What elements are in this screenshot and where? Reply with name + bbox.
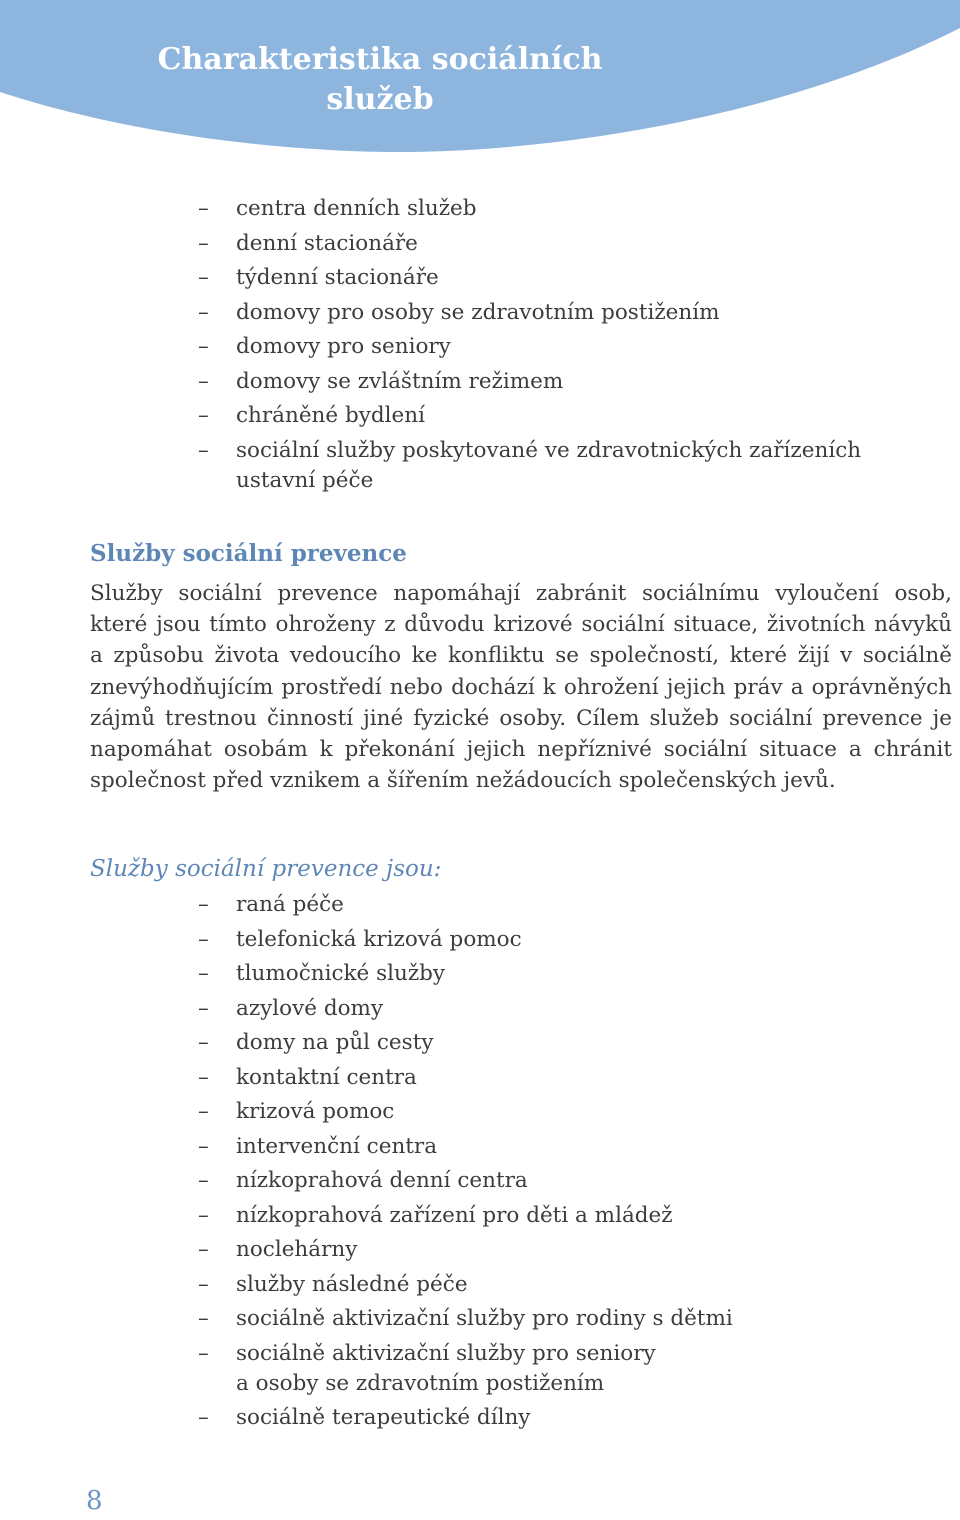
list-item-text: tlumočnické služby: [236, 961, 446, 986]
list-dash: –: [198, 1133, 209, 1159]
list-item: [198, 263, 918, 293]
list-dash: –: [198, 1306, 209, 1331]
list-item-text: chráněné bydlení: [236, 403, 425, 428]
list-dash: –: [198, 196, 209, 221]
list-dash: –: [198, 265, 209, 290]
list-item: [198, 890, 918, 920]
page-title: [150, 40, 610, 120]
list-dash: –: [198, 368, 209, 394]
list-item: [198, 367, 918, 397]
list-item: [198, 1304, 918, 1334]
list-item: [198, 1339, 918, 1399]
facility-services-list: [198, 194, 918, 500]
list-item: [198, 1270, 918, 1300]
list-item: [198, 1235, 918, 1265]
list-item-text: krizová pomoc: [236, 1099, 395, 1124]
list-item-text: služby následné péče: [236, 1271, 468, 1297]
list-item: [198, 401, 918, 431]
list-dash: –: [198, 403, 209, 428]
list-intro: Služby sociální prevence jsou:: [90, 856, 442, 882]
list-dash: –: [198, 892, 209, 917]
list-item: [198, 925, 918, 955]
list-item: [198, 1028, 918, 1058]
list-dash: –: [198, 230, 209, 256]
list-dash: –: [198, 1099, 209, 1124]
list-item-text: sociálně aktivizační služby pro seniory: [236, 1340, 656, 1366]
list-item: [198, 1201, 918, 1231]
list-item: [198, 436, 918, 496]
list-item: [198, 1132, 918, 1162]
list-item-text: intervenční centra: [236, 1133, 438, 1159]
list-item-text: sociální služby poskytované ve zdravotnických zařízeních: [236, 437, 862, 463]
section-paragraph: Služby sociální prevence napomáhají zabránit sociálnímu vyloučení osob, které jsou tímto ohroženy z důvodu krizové sociální situace, životních návyků a způsobu života vedoucího ke konfliktu se společností, které žijí v sociálně znevýhodňujícím prostředí nebo dochází k ohrožení jejich práv a oprávněných zájmů trestnou činností jiné fyzické osoby. Cílem služeb sociální prevence je napomáhat osobám k překonání jejich nepříznivé sociální situace a chránit společnost před vznikem a šířením nežádoucích společenských jevů.: [90, 581, 952, 794]
list-item-text: telefonická krizová pomoc: [236, 926, 522, 952]
list-item: [198, 1403, 918, 1433]
list-item-text: denní stacionáře: [236, 230, 418, 256]
list-dash: –: [198, 1405, 209, 1430]
list-dash: –: [198, 334, 209, 359]
list-dash: –: [198, 1030, 209, 1055]
list-dash: –: [198, 1064, 209, 1090]
list-item-text-continued: a osoby se zdravotním postižením: [236, 1370, 605, 1396]
list-item-text: azylové domy: [236, 995, 384, 1021]
list-dash: –: [198, 926, 209, 952]
list-item-text: sociálně terapeutické dílny: [236, 1405, 531, 1430]
list-dash: –: [198, 1237, 209, 1262]
list-dash: –: [198, 1271, 209, 1297]
page-number: 8: [86, 1486, 103, 1516]
section-heading: Služby sociální prevence: [90, 540, 407, 567]
list-item-text: nízkoprahová zařízení pro děti a mládež: [236, 1202, 673, 1228]
list-item-text: kontaktní centra: [236, 1064, 417, 1090]
list-item-text-continued: ustavní péče: [236, 467, 374, 493]
page-title-line1: Charakteristika sociálních: [157, 42, 603, 77]
list-item: [198, 1063, 918, 1093]
prevention-services-list: [198, 890, 918, 1438]
list-dash: –: [198, 1340, 209, 1366]
list-item: [198, 959, 918, 989]
list-item: [198, 229, 918, 259]
list-dash: –: [198, 299, 209, 325]
list-item: [198, 298, 918, 328]
list-item-text: sociálně aktivizační služby pro rodiny s dětmi: [236, 1306, 733, 1331]
list-dash: –: [198, 961, 209, 986]
list-item-text: domovy pro osoby se zdravotním postižením: [236, 299, 720, 325]
list-item: [198, 332, 918, 362]
list-item-text: domovy pro seniory: [236, 334, 451, 359]
list-item-text: týdenní stacionáře: [236, 265, 439, 290]
list-dash: –: [198, 1202, 209, 1228]
list-item-text: noclehárny: [236, 1237, 358, 1262]
list-item-text: centra denních služeb: [236, 196, 477, 221]
list-item: [198, 994, 918, 1024]
list-item-text: raná péče: [236, 892, 344, 917]
page-title-line2: služeb: [326, 82, 434, 117]
list-item-text: domovy se zvláštním režimem: [236, 368, 564, 394]
list-dash: –: [198, 1168, 209, 1193]
list-dash: –: [198, 437, 209, 463]
list-item: [198, 1166, 918, 1196]
list-item: [198, 194, 918, 224]
list-item: [198, 1097, 918, 1127]
list-item-text: nízkoprahová denní centra: [236, 1168, 528, 1193]
list-item-text: domy na půl cesty: [236, 1030, 434, 1055]
list-dash: –: [198, 995, 209, 1021]
